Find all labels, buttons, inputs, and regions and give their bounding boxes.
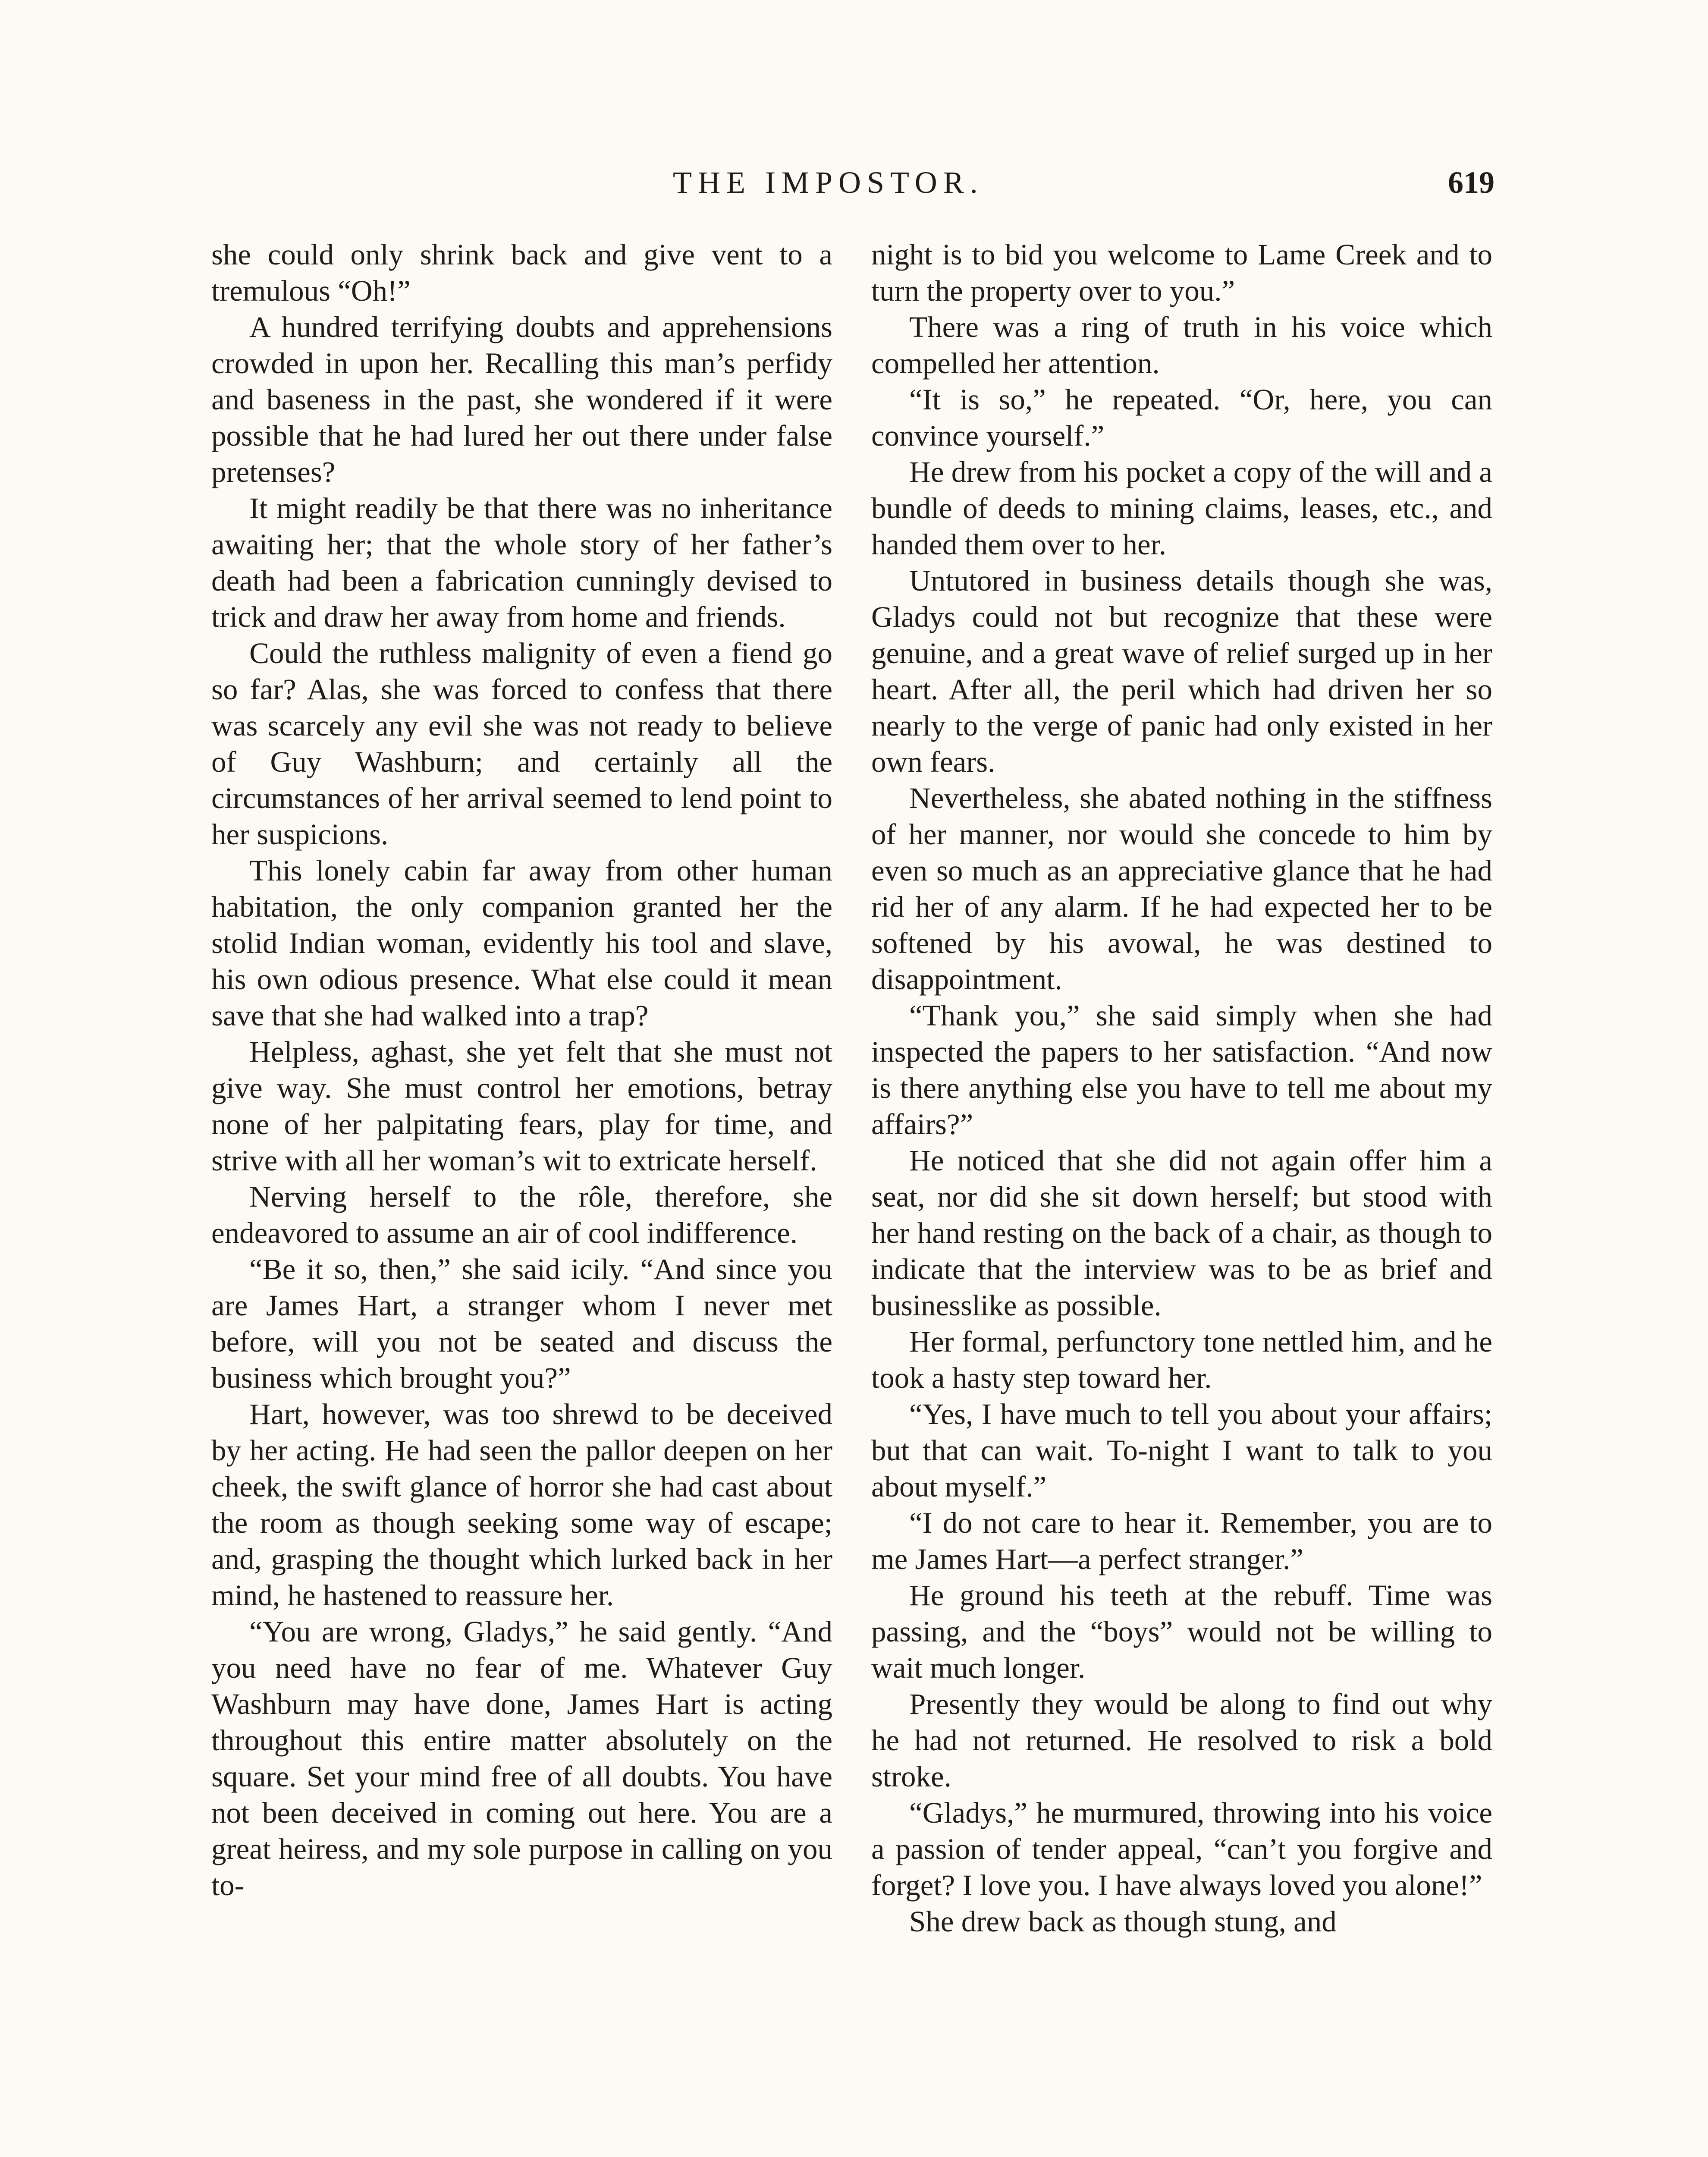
paragraph: He ground his teeth at the rebuff. Time was passing, and the “boys” would not be willing to wait much longer. xyxy=(871,1579,1492,1684)
paragraph: “Yes, I have much to tell you about your affairs; but that can wait. To-night I want to talk to you about myself.” xyxy=(871,1398,1492,1503)
paragraph: She drew back as though stung, and xyxy=(909,1905,1337,1938)
paragraph: night is to bid you welcome to Lame Creek and to turn the property over to you.” xyxy=(871,238,1492,307)
paragraph: There was a ring of truth in his voice which compelled her attention. xyxy=(871,311,1492,380)
paragraph: He noticed that she did not again offer him a seat, nor did she sit down herself; but stood with her hand resting on the back of a chair, as though to indicate that the interview was to be as brief and businesslike as possible. xyxy=(871,1144,1492,1322)
running-title: THE IMPOSTOR. xyxy=(673,165,984,200)
paragraph: This lonely cabin far away from other human habitation, the only companion granted her the stolid Indian woman, evidently his tool and slave, his own odious presence. What else could it mean save that she had walked into a trap? xyxy=(211,854,832,1032)
paragraph: Untutored in business details though she was, Gladys could not but recognize that these were genuine, and a great wave of relief surged up in her heart. After all, the peril which had driven her so nearly to the verge of panic had only existed in her own fears. xyxy=(871,564,1492,778)
paragraph: “It is so,” he repeated. “Or, here, you can convince yourself.” xyxy=(871,383,1492,452)
paragraph: He drew from his pocket a copy of the will and a bundle of deeds to mining claims, leases, etc., and handed them over to her. xyxy=(871,456,1492,561)
paragraph: Helpless, aghast, she yet felt that she must not give way. She must control her emotions, betray none of her palpitating fears, play for time, and strive with all her woman’s wit to extricate herself. xyxy=(211,1035,832,1177)
page-number: 619 xyxy=(1448,165,1494,200)
paragraph: she could only shrink back and give vent to a tremulous “Oh!” xyxy=(211,238,832,307)
paragraph: Hart, however, was too shrewd to be deceived by her acting. He had seen the pallor deepen on her cheek, the swift glance of horror she had cast about the room as though seeking some way of escape; and, grasping the thought which lurked back in her mind, he hastened to reassure her. xyxy=(211,1398,832,1612)
paragraph: “I do not care to hear it. Remember, you are to me James Hart—a perfect stranger.” xyxy=(871,1506,1492,1575)
running-header xyxy=(0,163,1708,202)
paragraph: Nevertheless, she abated nothing in the stiffness of her manner, nor would she concede to him by even so much as an appreciative glance that he had rid her of any alarm. If he had expected her to be softened by his avowal, he was destined to disappointment. xyxy=(871,782,1492,996)
right-text-column xyxy=(871,236,1492,1940)
paragraph: It might readily be that there was no inheritance awaiting her; that the whole story of her father’s death had been a fabrication cunningly devised to trick and draw her away from home and friends. xyxy=(211,492,832,633)
paragraph: Could the ruthless malignity of even a fiend go so far? Alas, she was forced to confess that there was scarcely any evil she was not ready to believe of Guy Washburn; and certainly all the circumstances of her arrival seemed to lend point to her suspicions. xyxy=(211,637,832,851)
paragraph: Presently they would be along to find out why he had not returned. He resolved to risk a bold stroke. xyxy=(871,1688,1492,1793)
paragraph: Nerving herself to the rôle, therefore, she endeavored to assume an air of cool indifference. xyxy=(211,1180,832,1249)
paragraph: “Gladys,” he murmured, throwing into his voice a passion of tender appeal, “can’t you forgive and forget? I love you. I have always loved you alone!” xyxy=(871,1796,1492,1902)
paragraph: “Thank you,” she said simply when she had inspected the papers to her satisfaction. “And now is there anything else you have to tell me about my affairs?” xyxy=(871,999,1492,1141)
paragraph: A hundred terrifying doubts and apprehensions crowded in upon her. Recalling this man’s perfidy and baseness in the past, she wondered if it were possible that he had lured her out there under false pretenses? xyxy=(211,311,832,488)
paragraph: “You are wrong, Gladys,” he said gently. “And you need have no fear of me. Whatever Guy Washburn may have done, James Hart is acting throughout this entire matter absolutely on the square. Set your mind free of all doubts. You have not been deceived in coming out here. You are a great heiress, and my sole purpose in calling on you to- xyxy=(211,1615,832,1902)
paragraph: “Be it so, then,” she said icily. “And since you are James Hart, a stranger whom I never met before, will you not be seated and discuss the business which brought you?” xyxy=(211,1253,832,1394)
paragraph: Her formal, perfunctory tone nettled him, and he took a hasty step toward her. xyxy=(871,1325,1492,1394)
left-text-column xyxy=(211,236,832,1903)
